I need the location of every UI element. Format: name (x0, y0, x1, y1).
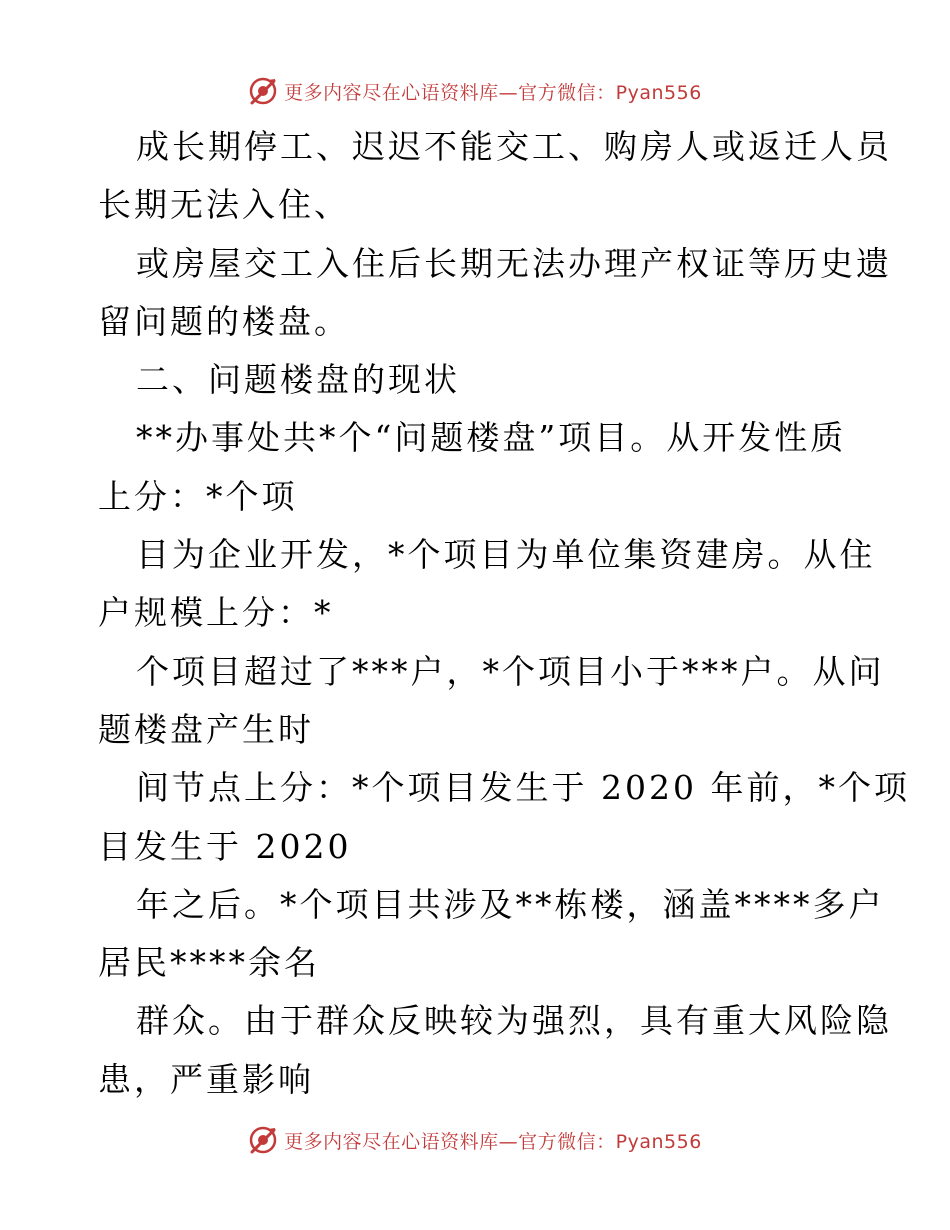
text-line: 群众。由于群众反映较为强烈，具有重大风险隐 (136, 1001, 892, 1041)
text-line: 长期无法入住、 (98, 185, 350, 225)
footer-banner (0, 1120, 950, 1160)
text-line: 或房屋交工入住后长期无法办理产权证等历史遗 (136, 243, 892, 283)
text-line: **办事处共*个“问题楼盘”项目。从开发性质 (136, 418, 847, 458)
text-line: 目发生于 2020 (98, 826, 352, 866)
quill-logo-icon (248, 76, 278, 106)
text-line: 个项目超过了***户，*个项目小于***户。从问 (136, 651, 885, 691)
document-body (98, 118, 910, 1109)
text-line: 成长期停工、迟迟不能交工、购房人或返迁人员 (136, 127, 892, 166)
text-line: 题楼盘产生时 (98, 709, 314, 749)
text-line: 居民****余名 (98, 943, 320, 983)
banner-text: 更多内容尽在心语资料库—官方微信：Pyan556 (284, 81, 702, 104)
text-line: 间节点上分：*个项目发生于 2020 年前，*个项 (136, 768, 910, 808)
text-line: 留问题的楼盘。 (98, 301, 350, 341)
quill-logo-icon (248, 1125, 278, 1155)
header-banner (0, 71, 950, 111)
text-line: 上分：*个项 (98, 476, 298, 516)
text-line: 目为企业开发，*个项目为单位集资建房。从住 (136, 535, 876, 575)
text-line: 患，严重影响 (98, 1059, 314, 1099)
text-line: 二、问题楼盘的现状 (136, 360, 460, 400)
banner-text: 更多内容尽在心语资料库—官方微信：Pyan556 (284, 1130, 702, 1153)
text-line: 年之后。*个项目共涉及**栋楼，涵盖****多户 (136, 884, 885, 924)
text-line: 户规模上分：* (98, 593, 334, 633)
